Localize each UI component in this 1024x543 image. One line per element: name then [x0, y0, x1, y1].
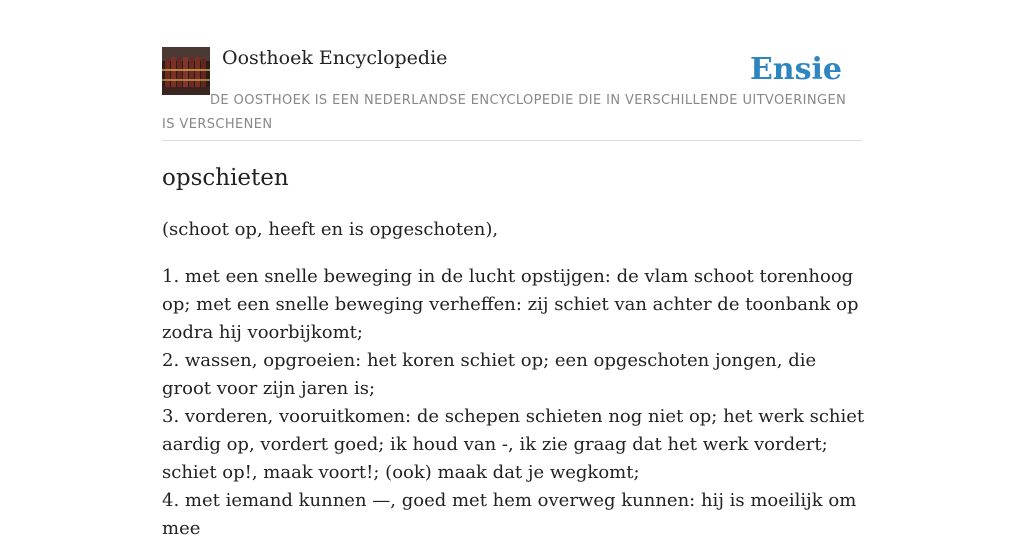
ensie-logo-link[interactable]: Ensie	[749, 52, 842, 87]
site-title[interactable]: Oosthoek Encyclopedie	[222, 47, 448, 69]
definition-item: 3. vorderen, vooruitkomen: de schepen schieten nog niet op; het werk schiet aardig op, vordert goed; ik houd van -, ik zie graag dat het werk vordert; schiet op!, maak voort!; (ook) maak dat je wegkomt;	[162, 406, 865, 483]
definition-item: 1. met een snelle beweging in de lucht opstijgen: de vlam schoot torenhoog op; met een snelle beweging verheffen: zij schiet van achter de toonbank op zodra hij voorbijkomt;	[162, 266, 859, 343]
entry-title: opschieten	[162, 165, 289, 191]
encyclopedia-books-avatar[interactable]	[162, 47, 210, 95]
entry-grammar: (schoot op, heeft en is opgeschoten),	[162, 219, 499, 240]
definition-list	[162, 263, 866, 543]
definition-item: 2. wassen, opgroeien: het koren schiet op; een opgeschoten jongen, die groot voor zijn jaren is;	[162, 350, 817, 399]
definition-item: 4. met iemand kunnen —, goed met hem overweg kunnen: hij is moeilijk om mee	[162, 490, 857, 539]
site-tagline: DE OOSTHOEK IS EEN NEDERLANDSE ENCYCLOPEDIE DIE IN VERSCHILLENDE UITVOERINGEN IS VERSCHENEN	[162, 93, 847, 132]
entry-content	[162, 160, 866, 543]
site-header	[162, 46, 862, 141]
